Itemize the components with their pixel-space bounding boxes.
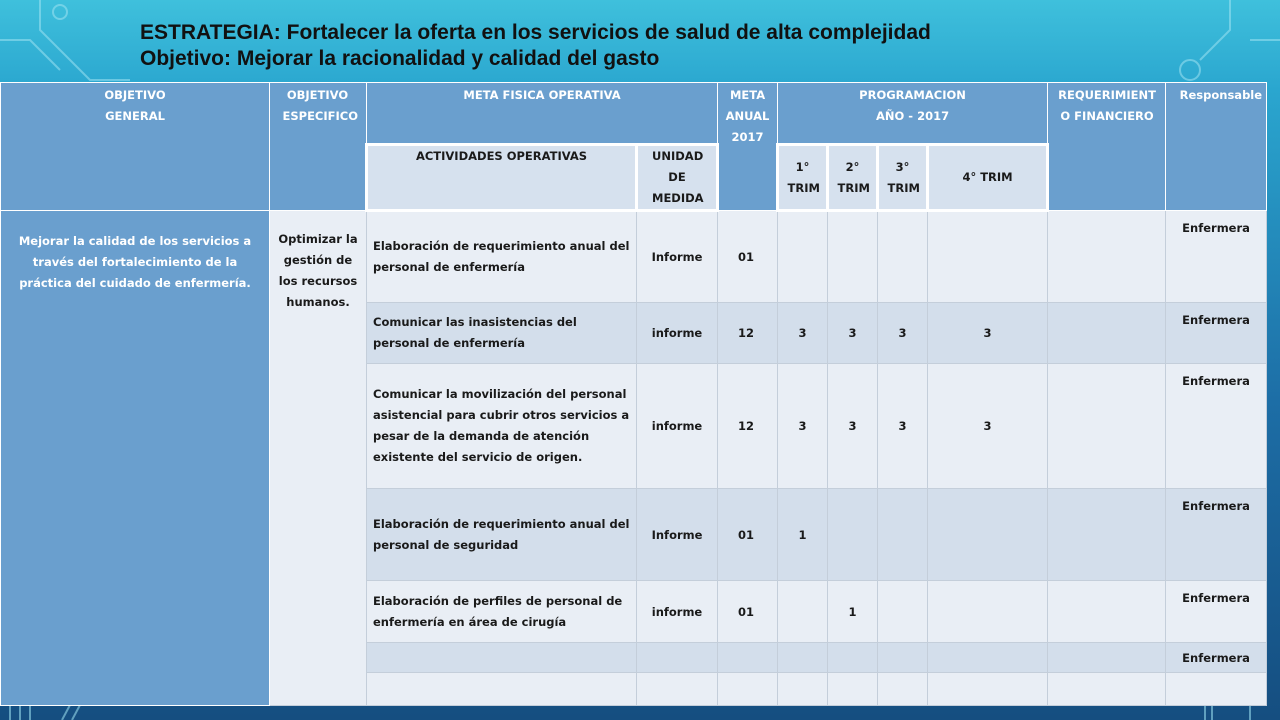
requerimiento-cell [1048,211,1166,303]
requerimiento-cell [1048,581,1166,643]
unidad-cell: informe [637,303,718,364]
meta-cell: 01 [718,211,778,303]
requerimiento-cell [1048,643,1166,673]
trim1-cell: 3 [778,364,828,489]
trim2-cell [828,673,878,706]
actividad-cell: Elaboración de requerimiento anual del personal de seguridad [367,489,637,581]
header-objetivo-especifico: OBJETIVO ESPECIFICO [270,83,367,211]
requerimiento-cell [1048,673,1166,706]
trim4-cell [928,211,1048,303]
meta-cell [718,673,778,706]
header-requerimiento: REQUERIMIENTO FINANCIERO [1048,83,1166,211]
header-meta-anual: META ANUAL 2017 [718,83,778,211]
objective-title: Objetivo: Mejorar la racionalidad y calidad del gasto [140,47,660,70]
actividad-cell: Comunicar la movilización del personal asistencial para cubrir otros servicios a pesar de la demanda de atención existente del servicio de origen. [367,364,637,489]
trim3-cell [878,489,928,581]
requerimiento-cell [1048,489,1166,581]
meta-cell: 01 [718,489,778,581]
trim4-cell: 3 [928,364,1048,489]
responsable-cell [1166,673,1267,706]
unidad-cell: Informe [637,489,718,581]
meta-cell: 12 [718,303,778,364]
header-actividades: ACTIVIDADES OPERATIVAS [367,145,637,211]
trim3-cell: 3 [878,364,928,489]
trim4-cell [928,673,1048,706]
header-programacion: PROGRAMACION AÑO - 2017 [778,83,1048,145]
trim2-cell: 3 [828,303,878,364]
unidad-cell: Informe [637,211,718,303]
slide-title-block [140,20,1270,72]
requerimiento-cell [1048,364,1166,489]
header-objetivo-general: OBJETIVO GENERAL [1,83,270,211]
requerimiento-cell [1048,303,1166,364]
responsable-cell: Enfermera [1166,643,1267,673]
actividad-cell [367,673,637,706]
trim2-cell [828,211,878,303]
meta-cell: 12 [718,364,778,489]
header-trim-4: 4° TRIM [928,145,1048,211]
header-responsable: Responsable [1166,83,1267,211]
trim4-cell [928,643,1048,673]
trim3-cell [878,581,928,643]
header-unidad: UNIDAD DE MEDIDA [637,145,718,211]
trim4-cell [928,489,1048,581]
trim2-cell: 1 [828,581,878,643]
trim2-cell [828,643,878,673]
responsable-cell: Enfermera [1166,489,1267,581]
trim3-cell [878,673,928,706]
trim1-cell: 3 [778,303,828,364]
responsable-cell: Enfermera [1166,364,1267,489]
trim3-cell: 3 [878,303,928,364]
trim1-cell [778,581,828,643]
unidad-cell [637,643,718,673]
unidad-cell: informe [637,581,718,643]
trim4-cell [928,581,1048,643]
trim1-cell [778,643,828,673]
responsable-cell: Enfermera [1166,303,1267,364]
header-meta-fisica: META FISICA OPERATIVA [367,83,718,145]
unidad-cell [637,673,718,706]
trim4-cell: 3 [928,303,1048,364]
header-trim-2: 2° TRIM [828,145,878,211]
actividad-cell [367,643,637,673]
trim1-cell: 1 [778,489,828,581]
actividad-cell: Elaboración de requerimiento anual del personal de enfermería [367,211,637,303]
actividad-cell: Elaboración de perfiles de personal de enfermería en área de cirugía [367,581,637,643]
trim1-cell [778,673,828,706]
responsable-cell: Enfermera [1166,211,1267,303]
objetivo-especifico-cell: Optimizar la gestión de los recursos humanos. [270,211,367,706]
operational-plan-table [0,82,1267,706]
trim2-cell [828,489,878,581]
unidad-cell: informe [637,364,718,489]
responsable-cell: Enfermera [1166,581,1267,643]
trim1-cell [778,211,828,303]
actividad-cell: Comunicar las inasistencias del personal de enfermería [367,303,637,364]
header-trim-3: 3° TRIM [878,145,928,211]
header-trim-1: 1° TRIM [778,145,828,211]
trim2-cell: 3 [828,364,878,489]
strategy-title: ESTRATEGIA: Fortalecer la oferta en los servicios de salud de alta complejidad [140,21,931,44]
trim3-cell [878,211,928,303]
meta-cell: 01 [718,581,778,643]
objetivo-general-cell: Mejorar la calidad de los servicios a través del fortalecimiento de la práctica del cuidado de enfermería. [1,211,270,706]
trim3-cell [878,643,928,673]
table-row [1,211,1267,303]
meta-cell [718,643,778,673]
